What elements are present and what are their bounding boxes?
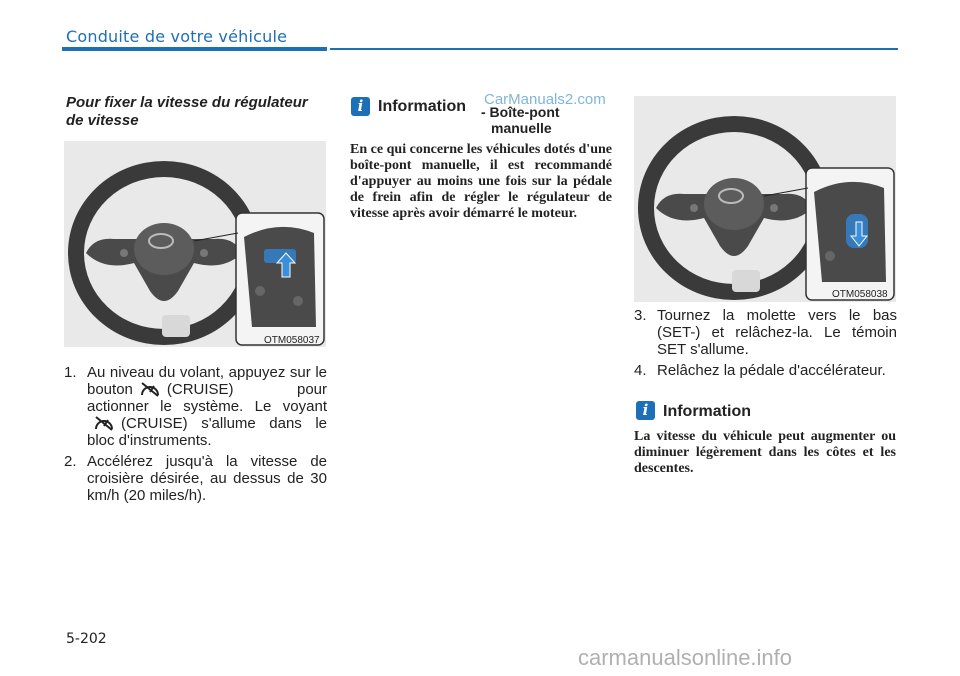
step-text: Relâchez la pédale d'accélérateur. xyxy=(657,362,886,379)
watermark-bottom: carmanualsonline.info xyxy=(578,645,793,670)
steps-list-left xyxy=(64,364,327,508)
step-number: 2. xyxy=(64,453,77,470)
step-text: (CRUISE) s'allume dans le bloc d'instruments. xyxy=(87,415,327,449)
info-subtitle: - Boîte-pont xyxy=(481,104,560,120)
info-title: Information xyxy=(378,98,466,115)
header-bar xyxy=(62,47,327,51)
step-text: Au niveau du volant, appuyez sur le bouton xyxy=(87,364,327,398)
step-number: 3. xyxy=(634,307,647,324)
header-rule xyxy=(330,48,898,50)
step-2 xyxy=(64,453,327,504)
info-title: Information xyxy=(663,403,751,420)
step-1 xyxy=(64,364,327,449)
info-body: En ce qui concerne les véhicules dotés d'une boîte-pont manuelle, il est recommandé d'appuyer au moins une fois sur la pédale de frein afin de régler le régulateur de vitesse après avoir démarré le moteur. xyxy=(350,142,612,221)
step-4 xyxy=(634,362,897,379)
cruise-control-icon xyxy=(139,381,161,397)
page-number: 5-202 xyxy=(66,631,107,647)
watermark-top: CarManuals2.com xyxy=(484,91,606,108)
info-subtitle-line2: manuelle xyxy=(491,120,552,136)
steering-wheel-illustration-left xyxy=(64,141,326,347)
step-number: 1. xyxy=(64,364,77,381)
figure-code-right: OTM058038 xyxy=(832,289,888,300)
steps-list-right xyxy=(634,307,897,383)
steering-wheel-illustration-right xyxy=(634,96,896,302)
figure-code-left: OTM058037 xyxy=(264,335,320,346)
step-3 xyxy=(634,307,897,358)
section-heading: Pour fixer la vitesse du régulateur de vitesse xyxy=(66,94,308,129)
information-icon: i xyxy=(636,401,655,420)
step-text: (CRUISE) pour actionner le système. Le voyant xyxy=(87,381,327,415)
information-icon: i xyxy=(351,97,370,116)
cruise-control-icon xyxy=(93,415,115,431)
step-text: Tournez la molette vers le bas (SET-) et relâchez-la. Le témoin SET s'allume. xyxy=(657,307,897,358)
info-body: La vitesse du véhicule peut augmenter ou diminuer légèrement dans les côtes et les descentes. xyxy=(634,429,896,476)
section-title: Conduite de votre véhicule xyxy=(66,27,288,46)
step-number: 4. xyxy=(634,362,647,379)
step-text: Accélérez jusqu'à la vitesse de croisière désirée, au dessus de 30 km/h (20 miles/h). xyxy=(87,453,327,504)
